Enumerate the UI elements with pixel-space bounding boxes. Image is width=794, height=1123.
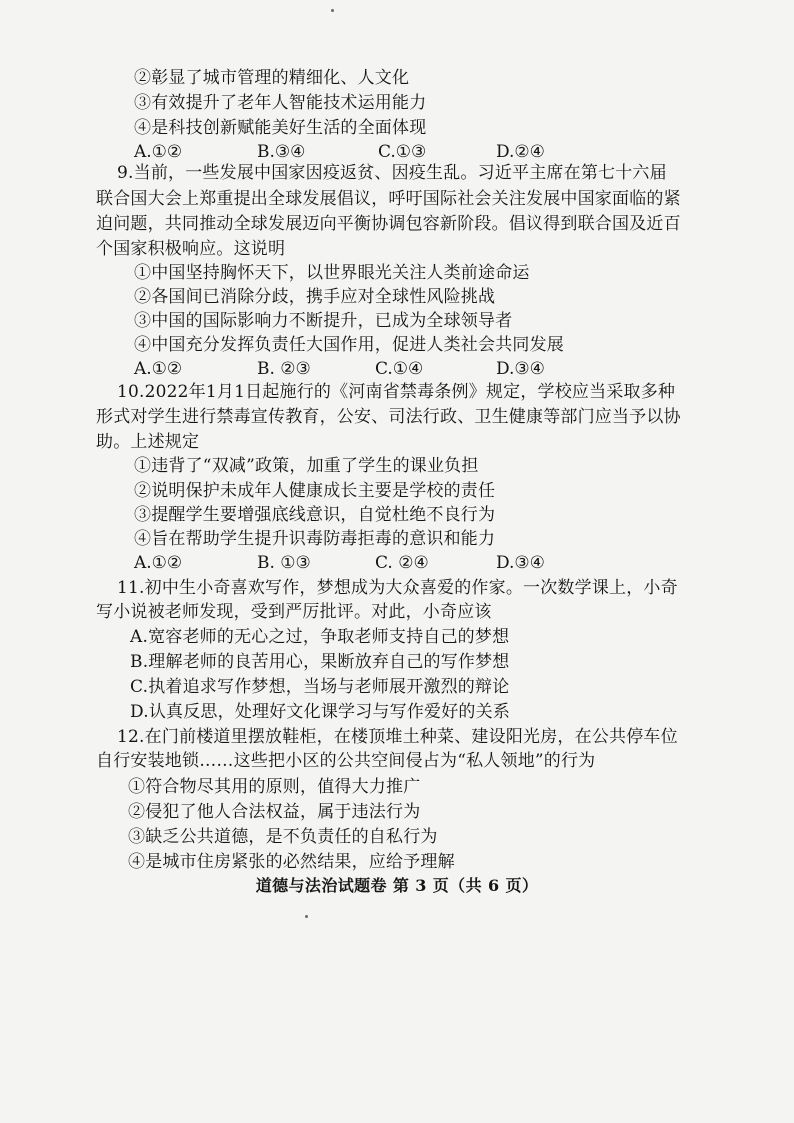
q10-choice-d: D.③④ [496,553,545,573]
q9-choice-c: C.①④ [375,359,424,379]
q10-option-3: ③提醒学生要增强底线意识，自觉杜绝不良行为 [134,505,496,525]
q8-option-3: ③有效提升了老年人智能技术运用能力 [134,93,427,113]
scan-speck [305,915,308,918]
q9-choice-d: D.③④ [496,359,545,379]
q9-stem-line-4: 个国家积极响应。这说明 [96,239,286,259]
q12-option-1: ①符合物尽其用的原则，值得大力推广 [128,777,421,797]
q10-choice-a: A.①② [134,553,183,573]
q12-stem-line-2: 自行安装地锁……这些把小区的公共空间侵占为“私人领地”的行为 [96,751,596,771]
q8-choice-d: D.②④ [496,142,545,162]
q8-choice-c: C.①③ [378,142,427,162]
q9-option-2: ②各国间已消除分歧，携手应对全球性风险挑战 [134,287,496,307]
q10-stem-line-3: 助。上述规定 [96,432,200,452]
q12-option-4: ④是城市住房紧张的必然结果，应给予理解 [128,852,455,872]
q12-option-3: ③缺乏公共道德，是不负责任的自私行为 [128,827,438,847]
q10-choice-c: C. ②④ [375,553,429,573]
q9-stem-line-1: 9.当前，一些发展中国家因疫返贫、因疫生乱。习近平主席在第七十六届 [117,163,667,183]
q9-option-1: ①中国坚持胸怀天下，以世界眼光关注人类前途命运 [134,263,530,283]
q9-stem-line-3: 迫问题，共同推动全球发展迈向平衡协调包容新阶段。倡议得到联合国及近百 [96,214,681,234]
q8-option-4: ④是科技创新赋能美好生活的全面体现 [134,118,427,138]
q11-stem-line-1: 11.初中生小奇喜欢写作，梦想成为大众喜爱的作家。一次数学课上，小奇 [117,578,678,598]
q11-stem-line-2: 写小说被老师发现，受到严厉批评。对此，小奇应该 [96,602,492,622]
q9-choice-b: B. ②③ [257,359,311,379]
q10-option-2: ②说明保护未成年人健康成长主要是学校的责任 [134,481,496,501]
q9-stem-line-2: 联合国大会上郑重提出全球发展倡议，呼吁国际社会关注发展中国家面临的紧 [96,189,681,209]
q9-option-4: ④中国充分发挥负责任大国作用，促进人类社会共同发展 [134,335,564,355]
q8-choice-a: A.①② [134,142,183,162]
q9-choice-a: A.①② [134,359,183,379]
q12-stem-line-1: 12.在门前楼道里摆放鞋柜，在楼顶堆土种菜、建设阳光房，在公共停车位 [117,727,678,747]
q11-option-b: B.理解老师的良苦用心，果断放弃自己的写作梦想 [130,652,510,672]
q11-option-c: C.执着追求写作梦想，当场与老师展开激烈的辩论 [130,677,510,697]
page-footer: 道德与法治试题卷 第 3 页（共 6 页） [255,876,539,895]
q10-option-4: ④旨在帮助学生提升识毒防毒拒毒的意识和能力 [134,529,496,549]
q11-option-d: D.认真反思，处理好文化课学习与写作爱好的关系 [130,702,511,722]
q9-option-3: ③中国的国际影响力不断提升，已成为全球领导者 [134,311,513,331]
q11-option-a: A.宽容老师的无心之过，争取老师支持自己的梦想 [130,627,510,647]
q8-choice-b: B.③④ [257,142,306,162]
scan-speck [331,9,334,12]
q10-stem-line-1: 10.2022年1月1日起施行的《河南省禁毒条例》规定，学校应当采取多种 [117,382,676,402]
q10-stem-line-2: 形式对学生进行禁毒宣传教育，公安、司法行政、卫生健康等部门应当予以协 [96,407,681,427]
q10-option-1: ①违背了“双减”政策，加重了学生的课业负担 [134,456,479,476]
q12-option-2: ②侵犯了他人合法权益，属于违法行为 [128,802,421,822]
q10-choice-b: B. ①③ [257,553,311,573]
q8-option-2: ②彰显了城市管理的精细化、人文化 [134,68,410,88]
